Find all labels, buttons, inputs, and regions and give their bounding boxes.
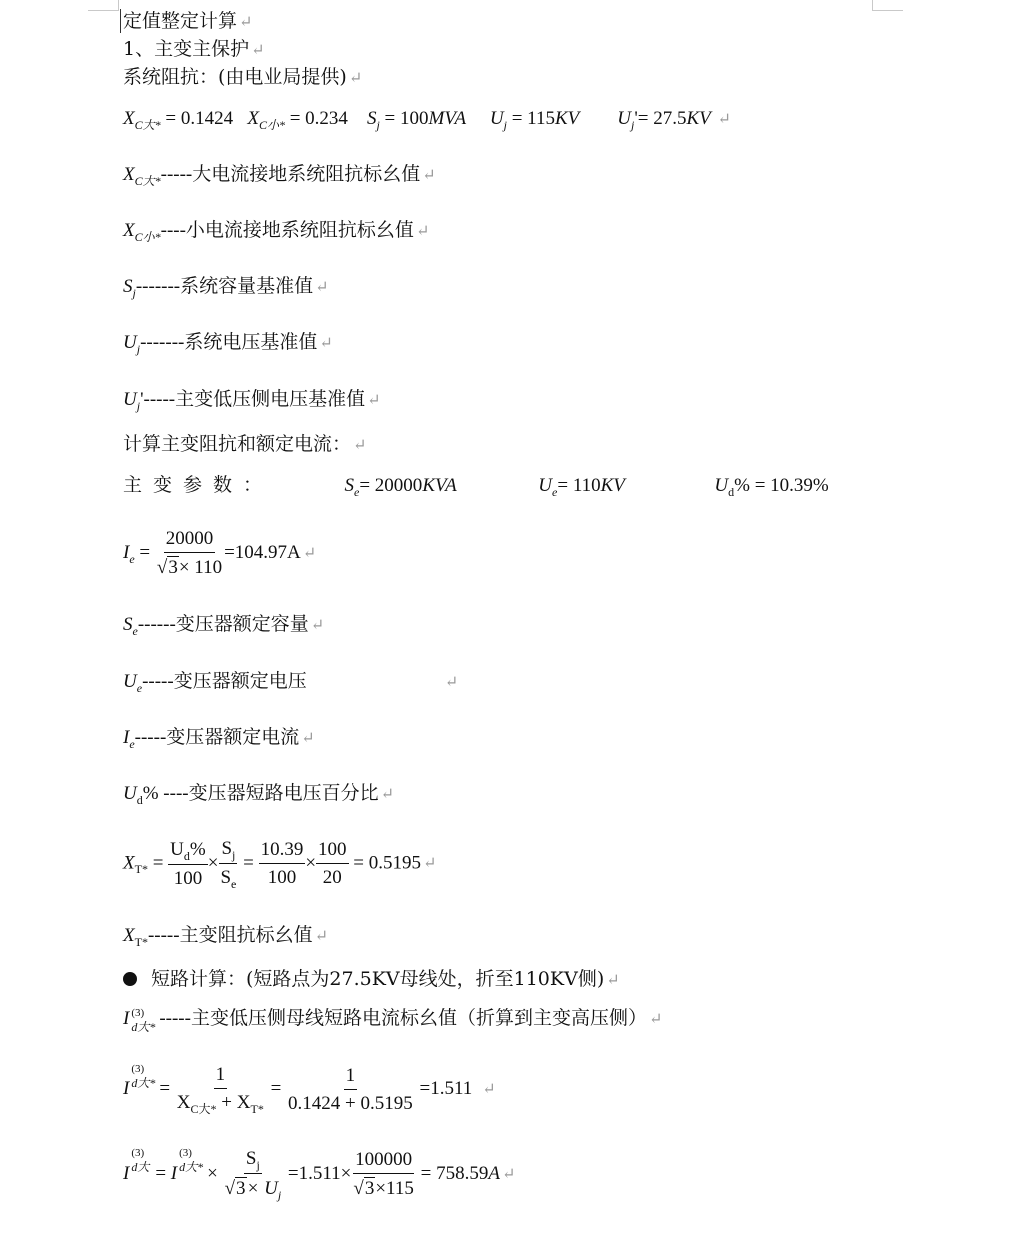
- xt-formula: $X_{T*}$ = $\frac{U_d\%}{100}$ × $\frac{S_j}{S_e}$ = $\frac{10.39}{100}$ × $\frac{100}{20}$ = 0.5195 ↵: [123, 838, 437, 891]
- def-xt: $X_{T*}-----$主变阻抗标幺值 ↵: [123, 925, 328, 949]
- def-ud: $U_d\%$ ----变压器短路电压百分比 ↵: [123, 783, 395, 807]
- def-uj: $U_j-------$系统电压基准值 ↵: [123, 332, 333, 356]
- paragraph-mark: ↵: [348, 68, 363, 87]
- def-xc-max: $X_{C大*}-----$大电流接地系统阻抗标幺值 ↵: [123, 164, 436, 188]
- section-heading: 1、主变主保护 ↵: [123, 38, 265, 60]
- transformer-params-line: 主变参数： $S_e= 20000KVA$ $U_e= 110KV$ $U_d\% = 10.39\%$: [123, 475, 829, 499]
- page-corner-mark-left: [88, 0, 119, 11]
- ie-formula: $I_e$ = $\frac{20000}{√3\times 110}$ =104.97A ↵: [123, 528, 317, 578]
- short-circuit-heading: 短路计算：(短路点为27.5KV母线处，折至110KV侧) ↵: [123, 968, 620, 991]
- def-ie: $I_e-----$变压器额定电流 ↵: [123, 727, 315, 751]
- def-se: $S_e------$变压器额定容量 ↵: [123, 614, 325, 638]
- text-cursor: [120, 9, 121, 33]
- id-pu-formula: I (3) d大* = 1 $X_{C大*} + X_{T*}$ = $\frac{1}{0.1424 + 0.5195}$ =1.511 ↵: [123, 1063, 496, 1116]
- paragraph-mark: ↵: [251, 40, 265, 59]
- page-corner-mark-right: [872, 0, 903, 11]
- def-ue: $U_e-----$变压器额定电压 ↵: [123, 671, 459, 695]
- def-xc-min: $X_{C小*}----$小电流接地系统阻抗标幺值 ↵: [123, 220, 430, 244]
- paragraph-mark: ↵: [239, 12, 253, 31]
- def-sj: $S_j-------$系统容量基准值 ↵: [123, 276, 329, 300]
- id-formula: I (3) d大 = I (3) d大* × $\frac{S_j}{√3\times U_j}$ =1.511× $\frac{100000}{√3\times 115}$ = 758.59A ↵: [123, 1147, 516, 1202]
- document-title: 定值整定计算 ↵: [123, 10, 253, 32]
- system-impedance-label: 系统阻抗：(由电业局提供) ↵: [123, 66, 363, 88]
- def-id-max-pu: I (3) d大* -----主变低压侧母线短路电流标幺值（折算到主变高压侧） ↵: [123, 1007, 663, 1034]
- calc-label: 计算主变阻抗和额定电流： ↵: [123, 433, 367, 455]
- def-uj-prime: $U_j'-----$主变低压侧电压基准值 ↵: [123, 389, 381, 413]
- bullet-icon: [123, 972, 137, 986]
- given-values-line: $X_{C大*} = 0.1424$ $X_{C小*} = 0.234$ $S_j = 100MVA$ $U_j = 115KV$ $U_j'= 27.5KV$ ↵: [123, 108, 731, 132]
